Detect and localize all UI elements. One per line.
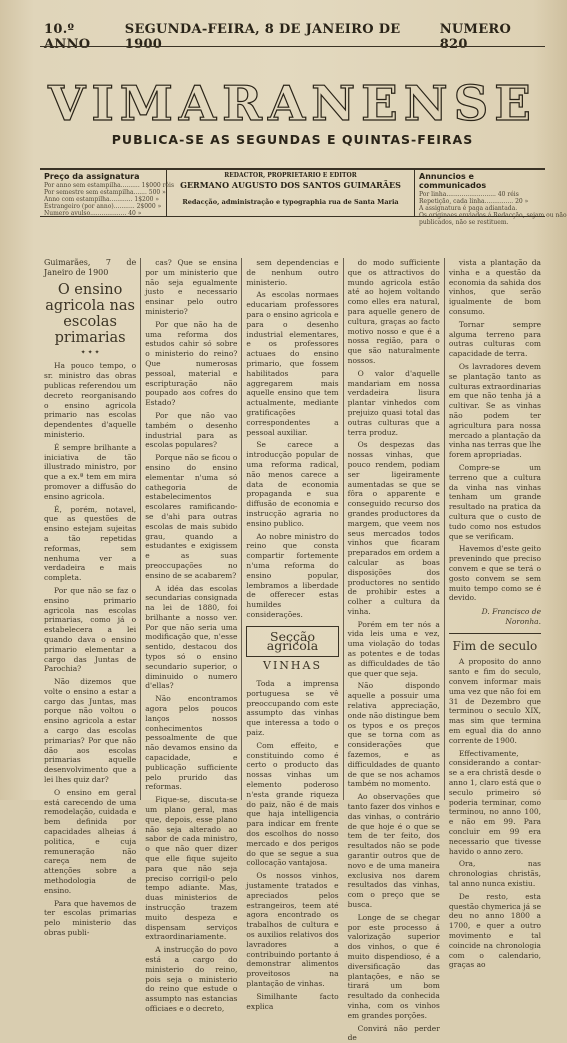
paragraph: Não dizemos que volte o ensino a estar a cargo das Juntas, mas porque não voltou o ensino agricola a estar a cargo das escolas primarias? Por que não dão aos escolas primarias aquelle desenvolvimento que a lei lhes quiz dar? [44, 677, 137, 785]
subscription-title: Preço da assignatura [44, 172, 140, 181]
paragraph: vista a plantação da vinha e a questão da economia da sahida dos vinhos, que serão igualmente de bom consumo. [448, 258, 542, 316]
ads-title: Annuncios e communicados [419, 172, 487, 190]
paragraph: De resto, esta questão chymerica já se deu no anno 1800 a 1700, e quer a outro movimento e tal coincide na chronologia com o calendario, graças ao [448, 891, 542, 970]
editor-name: GERMANO AUGUSTO DOS SANTOS GUIMARÃES [180, 180, 401, 190]
paragraph: Havemos d'este geito prevenindo que preciso convem e que se terá o gosto convem se sem muito tempo como se é devido. [448, 544, 542, 603]
masthead [40, 78, 545, 147]
column-2 [140, 258, 241, 1013]
issue-date: SEGUNDA-FEIRA, 8 DE JANEIRO DE 1900 [124, 22, 401, 52]
paragraph: Similhante facto explica [246, 991, 339, 1011]
year-label: 10.º ANNO [44, 22, 91, 52]
paragraph: Ha pouco tempo, o sr. ministro das obras publicas referendou um decreto reorganisando o ensino agricola primario nas escolas dependentes d'aquelle ministerio. [44, 361, 137, 439]
article-headline: Fim de seculo [452, 638, 538, 653]
paragraph: Ora, nas chronologias christãs, tal anno nunca existiu. [448, 859, 542, 889]
paragraph: Por que não ha de uma reforma dos estudos cahir só sobre o ministerio do reino? Que numerosas pessoal, material e escripturação não poupado aos cofres do Estado? [145, 319, 238, 408]
paragraph: sem dependencias e de nenhum outro ministerio. [246, 258, 339, 287]
divider [449, 633, 541, 634]
paragraph: Ao observações que tanto fazer dos vinhos e das vinhas, o contrário de que hoje é o que se tem de ter feito, dos resultados não se pode garantir outros que de novo e de uma maneira exclusiva nos darem resultados das vinhas, com o preço que se busca. [347, 792, 440, 909]
issue-number: NUMERO 820 [439, 22, 512, 52]
paragraph: Os despezas das nossas vinhas, que pouco rendem, podiam ser ligeiramente aumentadas se que se fôra o apparente e conseguido recurso dos grandes productores da margem, que veem nos seus mercados todos vinhos que ficaram preparados em ordem a calcular as boas disposições dos productores no sentido de prohibir estes a colher a cultura da vinha. [347, 440, 440, 616]
paragraph: A instrucção do povo está a cargo do ministerio do reino, pois seja o ministerio do reino que estude o assumpto nas estancias officiaes e o decreto, [145, 945, 238, 1013]
paragraph: Convirá não perder de [347, 1023, 440, 1043]
header-rule [40, 46, 545, 47]
paragraph: Não encontramos agora pelos poucos lanços nossos conhecimentos pessoalmente de que não devamos ensino da capacidade, e publicação sufficiente pelo prurido das reformas. [145, 694, 238, 792]
column-1 [40, 258, 140, 938]
subscription-line: Estrangeiro (por anno)........... 2$000 » [44, 203, 162, 210]
paragraph: Porque não se ficou o ensino do ensino elementar n'uma só cathegoria de estabelecimentos escolares ramificando-se d'ahi para outras escolas de mais subido grau, quando a estudantes e exigissem e as suas preoccupações no ensino de se acabarem? [145, 453, 238, 580]
newspaper-subtitle: PUBLICA-SE AS SEGUNDAS E QUINTAS-FEIRAS [111, 132, 474, 147]
article-headline: O ensino agricola nas escolas primarias [45, 281, 135, 346]
subscription-line: Anno com estampilha............ 1$200 » [44, 196, 160, 203]
section-heading-box [246, 626, 338, 658]
paragraph: Tornar sempre alguma terreno para outras culturas com capacidade de terra. [448, 319, 542, 359]
info-bar [40, 168, 567, 226]
paragraph: cas? Que se ensina por um ministerio que não seja egualmente justo e necessario ensinar pelo outro ministerio? [145, 258, 238, 316]
section-subtitle: VINHAS [263, 659, 322, 673]
paragraph: Os nossos vinhos, justamente tratados e apreciados pelos estrangeiros, teem até agora encontrado os trabalhos de cultura e os auxilios relativos dos lavradores a contribuindo portanto á demonstrar alimentos proveitosos na plantação de vinhas. [246, 871, 339, 988]
column-4 [343, 258, 444, 1043]
paragraph: Porém em ter nós a vida leis uma e vez, uma violação do todas as potentes e de todas as difficuldades de tão que quer que seja. [347, 619, 440, 678]
editor-box [167, 170, 415, 216]
paragraph: Com effeito, e constituindo como é certo o producto das nossas vinhas um elemento poderoso n'esta grande riqueza do paiz, não é de mais que haja intelligencia para indicar em frente dos escolhos do nosso mercado e dos perigos do que se segue a sua collocação vantajosa. [246, 740, 339, 868]
paragraph: É, porém, notavel, que as questões de ensino estejam sujeitas a tão repetidas reformas, sem nenhuma ver a verdadeira e mais completa. [44, 504, 137, 583]
paragraph: Para que havemos de ter escolas primarias pelo ministerio das obras publi- [44, 898, 137, 938]
column-5 [444, 258, 545, 970]
paragraph: Os lavradores devem se plantação tanto as culturas extraordinarias em que não tenha já a cultivar. Se as vinhas não podem ter agricultura para nossa mercado a plantação da vinha nas terras que lhe forem apropriadas. [448, 361, 542, 460]
dateline: Guimarães, 7 de Janeiro de 1900 [44, 258, 137, 277]
paragraph: Toda a imprensa portuguesa se vê preoccupando com este assumpto das vinhas que interessa a todo o paiz. [246, 679, 339, 738]
paragraph: O valor d'aquelle mandariam em nossa verdadeira lisura plantar vinhedos com prejuizo quasi total das outras culturas que a terra produz. [347, 368, 440, 437]
newspaper-title: VIMARANENSE [48, 76, 537, 132]
article-columns [40, 258, 545, 1043]
section-title: Secção agricola [266, 628, 319, 654]
paragraph: Effectivamente, considerando a contar-se a era christã desde o anno 1, claro está que o seculo primeiro só poderia terminar, como terminou, no anno 100, e não em 99. Para concluir em 99 era necessario que tivesse havido o anno zero. [448, 748, 542, 856]
paragraph: Longe de se chegar por este processo á valorização superior dos vinhos, o que é muito dispendioso, é a diversificação das plantações, e não se tirará um bom resultado da conhecida vinha, com os vinhos em grandes porções. [347, 912, 440, 1020]
header-strip [44, 22, 543, 52]
paragraph: O ensino em geral está carecendo de uma remodelação, cuidada e bem definida por capacidades alheias á politica, e cuja remuneração não careça nem de attenções sobre a methodologia de ensino. [44, 787, 137, 895]
subscription-box [40, 170, 175, 217]
subscription-line: Por anno sem estampilha.......... 1$000 réis [44, 182, 175, 189]
paragraph: Por que não vao também o desenho industrial para as escolas populares? [145, 410, 238, 450]
author-signature: D. Francisco de Noronha. [481, 607, 542, 626]
ads-line: Os originaes enviados á Redacção, sejam ou não [419, 212, 567, 219]
paragraph: A proposito do anno santo e fim do seculo, convem informar mais uma vez que não foi em 31 de Dezembro que terminou o seculo XIX, mas sim que termina em egual dia do anno corrente de 1900. [448, 657, 542, 745]
editor-label: REDACTOR, PROPRIETARIO E EDITOR [224, 172, 357, 179]
paragraph: A idéa das escolas secundarias consignada na lei de 1880, foi brilhante a nosso ver. Por que não seria uma modificação que, n'esse sentido, destacou dos typos só o ensino secundario superior, o diminuido o numero d'ellas? [145, 583, 238, 691]
paragraph: As escolas normaes educariam professores para o ensino agricola e para o desenho industrial elementares, e os professores actuaes do ensino primario, que fossem habilitados para aggregarem mais aquelle ensino que tem actualmente, mediante gratificações correspondentes a pessoal auxiliar. [246, 290, 339, 437]
subscription-line: Numero avulso................... 40 » [44, 210, 142, 217]
paragraph: Compre-se um terreno que a cultura da vinha nas vinhas tenham um grande resultado na pratica da cultura que o custo de tudo como nos estudos que se verificam. [448, 462, 542, 541]
paragraph: Por que não se faz o ensino primario agricola nas escolas primarias, como já o estabelecera a lei quando dava o ensino primario elementar a cargo das Juntas de Parochia? [44, 585, 137, 674]
paragraph: Não dispondo aquelle a possuir uma relativa appreciação, onde não distingue bem os typos e os preços que se torna com as considerações que fazemos, e as difficuldades de quanto de que se nos achamos também no momento. [347, 681, 440, 789]
ads-line: publicados, não se restituem. [419, 219, 509, 226]
ads-line: A assignatura é paga adiantada. [419, 205, 518, 212]
column-3 [241, 258, 342, 1011]
paragraph: do modo sufficiente que os attractivos do mundo agricola estão até ao hojem voltando como elles era natural, para aquelle genero de cultura, graças ao facto motivo nosso e que é a nossa região, para o que são naturalmente nossos. [347, 258, 440, 365]
paragraph: Se carece a introducção popular de uma reforma radical, não menos carece a data de economia propaganda e sua diffusão de economia e instrucção agraria no ensino publico. [246, 440, 339, 528]
paragraph: É sempre brilhante a iniciativa de tão illustrado ministro, por que a ex.ª tem em mira promover a diffusão do ensino agricola. [44, 442, 137, 501]
ads-box [415, 170, 567, 226]
ads-line: Repetição, cada linha............... 20 » [419, 198, 529, 205]
paragraph: Ao nobre ministro do reino que consta compartir fortemente n'uma reforma do ensino popular, lembramos a liberdade de offerecer estas humildes considerações. [246, 531, 339, 619]
redaccao-address: Redacção, administração e typographia rua de Santa Maria [182, 198, 399, 206]
ads-line: Por linha.......................... 40 réis [419, 191, 519, 198]
subscription-line: Por semestre sem estampilha....... 500 » [44, 189, 166, 196]
ornament-divider: ✦ ✦ ✦ [80, 348, 100, 356]
paragraph: Fique-se, discuta-se um plano geral, mas que, depois, esse plano não seja alterado ao sabor de cada ministro, o que não quer dizer que elle fique sujeito para que não seja preciso corrigil-o pelo tempo adiante. Mas, duas ministerios de instrucção trazem muito despeza e dispensam serviços extraordinariamente. [145, 795, 238, 942]
